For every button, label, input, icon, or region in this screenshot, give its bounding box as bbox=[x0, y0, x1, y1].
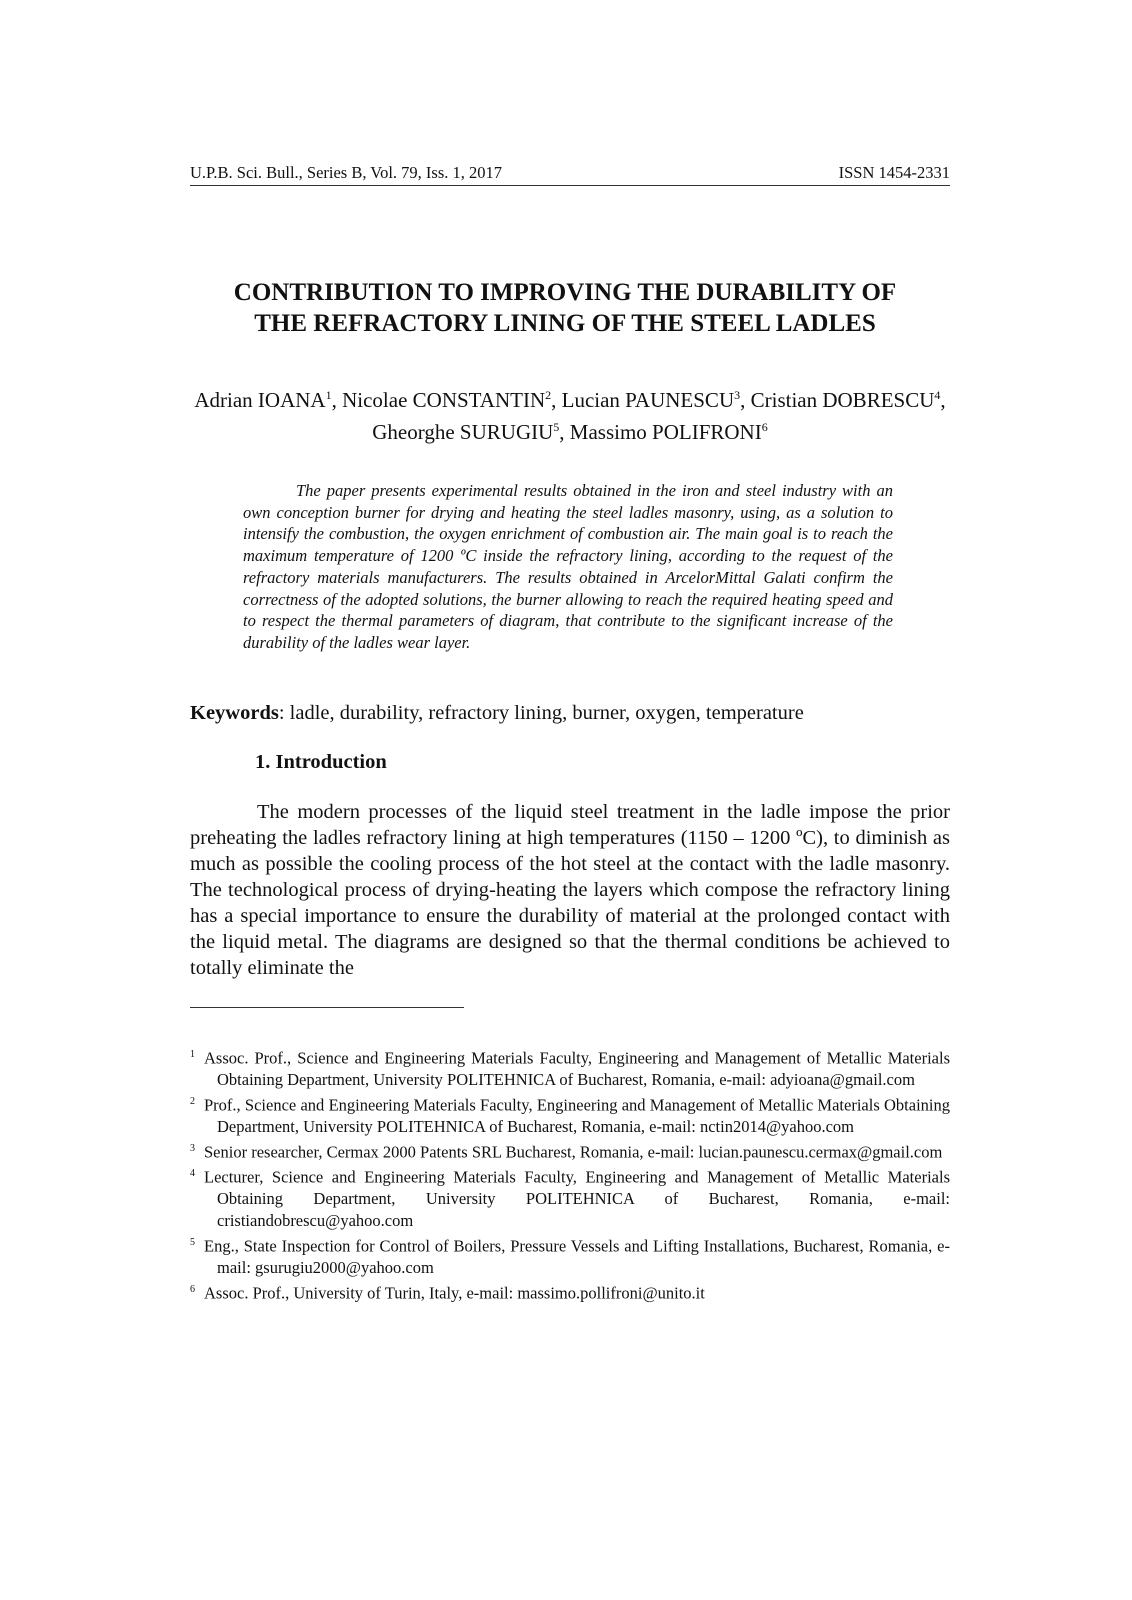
author: Lucian PAUNESCU$^3$, bbox=[561, 388, 751, 412]
abstract bbox=[243, 480, 893, 654]
introduction-paragraph bbox=[190, 799, 950, 981]
affiliation-mark: 1 bbox=[325, 388, 332, 402]
footnote-mark: 5 bbox=[190, 1236, 195, 1248]
footnote-mark: 2 bbox=[190, 1095, 195, 1107]
author-list bbox=[190, 382, 950, 446]
footnote: $^1$ Assoc. Prof., Science and Engineering Materials Faculty, Engineering and Management of Metallic Materials Obtaining Department, University POLITEHNICA of Bucharest, Romania, e-mail: adyioana@gmail.com bbox=[190, 1044, 950, 1091]
running-header bbox=[190, 163, 950, 186]
journal-citation: U.P.B. Sci. Bull., Series B, Vol. 79, Iss. 1, 2017 bbox=[190, 163, 503, 182]
footnote: $^5$ Eng., State Inspection for Control of Boilers, Pressure Vessels and Lifting Installations, Bucharest, Romania, e-mail: gsurugiu2000@yahoo.com bbox=[190, 1232, 950, 1279]
footnote: $^3$ Senior researcher, Cermax 2000 Patents SRL Bucharest, Romania, e-mail: lucian.paunescu.cermax@gmail.com bbox=[190, 1138, 950, 1163]
footnote: $^4$ Lecturer, Science and Engineering Materials Faculty, Engineering and Management of Metallic Materials Obtaining Department, University POLITEHNICA of Bucharest, Romania, e-mail: cristiandobrescu@yahoo.com bbox=[190, 1163, 950, 1232]
paper-title bbox=[150, 277, 980, 339]
abstract-text: The paper presents experimental results obtained in the iron and steel industry with an own conception burner for drying and heating the steel ladles masonry, using, as a solution to intensify the combustion, the oxygen enrichment of combustion air. The main goal is to reach the maximum temperature of 1200 ºC inside the refractory lining, according to the request of the refractory materials manufacturers. The results obtained in ArcelorMittal Galati confirm the correctness of the adopted solutions, the burner allowing to reach the required heating speed and to respect the thermal parameters of diagram, that contribute to the significant increase of the durability of the ladles wear layer. bbox=[243, 481, 893, 652]
author: Gheorghe SURUGIU$^5$, bbox=[372, 420, 570, 444]
footnote: $^6$ Assoc. Prof., University of Turin, Italy, e-mail: massimo.pollifroni@unito.it bbox=[190, 1279, 950, 1304]
footnotes bbox=[190, 1044, 950, 1304]
footnote-mark: 1 bbox=[190, 1049, 195, 1060]
footnote-mark: 4 bbox=[190, 1168, 195, 1180]
affiliation-mark: 2 bbox=[545, 388, 552, 402]
author: Nicolae CONSTANTIN$^2$, bbox=[342, 388, 562, 412]
affiliation-mark: 3 bbox=[734, 388, 741, 402]
issn: ISSN 1454-2331 bbox=[838, 163, 950, 182]
author: Adrian IOANA$^1$, bbox=[194, 388, 343, 412]
title-line-2: THE REFRACTORY LINING OF THE STEEL LADLES bbox=[254, 310, 876, 337]
affiliation-mark: 5 bbox=[553, 420, 560, 434]
introduction-text: The modern processes of the liquid steel treatment in the ladle impose the prior preheating the ladles refractory lining at high temperatures (1150 – 1200 ºC), to diminish as much as possible the cooling process of the hot steel at the contact with the ladle masonry. The technological process of drying-heating the layers which compose the refractory lining has a special importance to ensure the durability of material at the prolonged contact with the liquid metal. The diagrams are designed so that the thermal conditions be achieved to totally eliminate the bbox=[190, 801, 950, 979]
footnote: $^2$ Prof., Science and Engineering Materials Faculty, Engineering and Management of Metallic Materials Obtaining Department, University POLITEHNICA of Bucharest, Romania, e-mail: nctin2014@yahoo.com bbox=[190, 1091, 950, 1138]
keywords-label: Keywords bbox=[190, 702, 279, 724]
section-heading: 1. Introduction bbox=[255, 751, 387, 773]
author: Massimo POLIFRONI$^6$ bbox=[569, 420, 768, 444]
footnote-mark: 6 bbox=[190, 1283, 195, 1295]
footnote-divider bbox=[190, 1007, 464, 1008]
affiliation-mark: 4 bbox=[934, 388, 941, 402]
title-line-1: CONTRIBUTION TO IMPROVING THE DURABILITY OF bbox=[233, 279, 897, 306]
footnote-mark: 3 bbox=[190, 1142, 195, 1154]
keywords bbox=[190, 702, 950, 725]
author: Cristian DOBRESCU$^4$, bbox=[750, 388, 946, 412]
affiliation-mark: 6 bbox=[761, 420, 768, 434]
keywords-text: : ladle, durability, refractory lining, burner, oxygen, temperature bbox=[278, 702, 804, 724]
